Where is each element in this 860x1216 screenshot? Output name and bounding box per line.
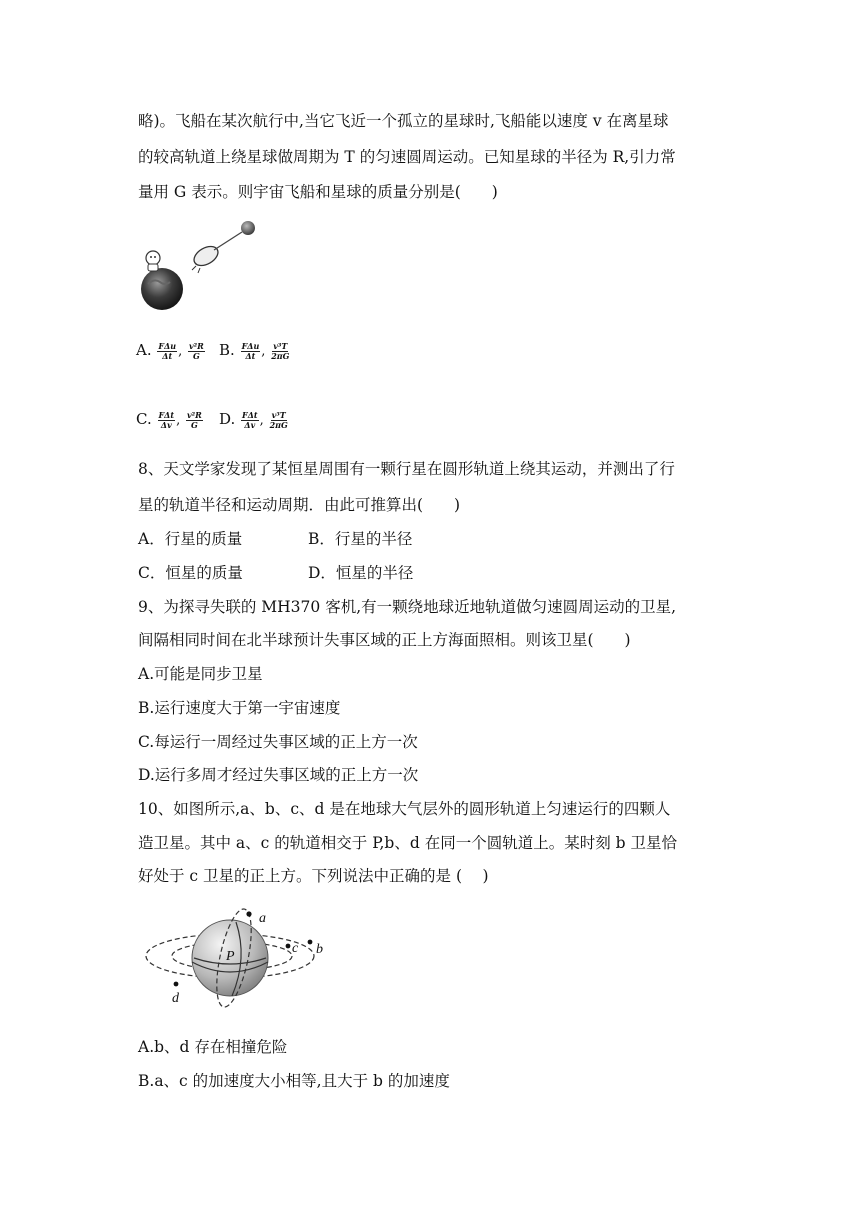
denominator: Δv — [244, 419, 256, 430]
q10-line-3: 好处于 c 卫星的正上方。下列说法中正确的是 ( ) — [138, 867, 489, 885]
q9-option-b: B.运行速度大于第一宇宙速度 — [138, 699, 341, 717]
separator: , — [178, 344, 183, 359]
satellite-b — [308, 940, 313, 945]
label-a: a — [259, 911, 266, 926]
denominator: Δt — [245, 350, 256, 361]
denominator: 2πG — [271, 350, 290, 361]
q10-option-b: B.a、c 的加速度大小相等,且大于 b 的加速度 — [138, 1072, 450, 1090]
numerator: v³T — [273, 340, 288, 351]
separator: , — [176, 413, 181, 428]
separator: , — [259, 413, 264, 428]
numerator: FΔt — [242, 409, 258, 420]
q9-option-a: A.可能是同步卫星 — [138, 665, 263, 683]
label-b: b — [316, 942, 323, 957]
q9-line-2: 间隔相同时间在北半球预计失事区域的正上方海面照相。则该卫星( ) — [138, 631, 631, 649]
option-label: D. — [219, 410, 236, 428]
satellite-a — [246, 911, 251, 916]
fraction — [186, 411, 203, 430]
satellite-d — [174, 982, 179, 987]
q9-line-1: 9、为探寻失联的 MH370 客机,有一颗绕地球近地轨道做匀速圆周运动的卫星, — [138, 598, 677, 616]
label-c: c — [292, 941, 299, 956]
fraction — [188, 342, 205, 361]
numerator: FΔt — [158, 409, 175, 420]
label-d: d — [172, 991, 179, 1006]
satellite-c — [286, 944, 291, 949]
q9-option-d: D.运行多周才经过失事区域的正上方一次 — [138, 766, 419, 784]
q7-spaceship-figure — [138, 214, 268, 310]
denominator: G — [193, 350, 200, 361]
q7-line-2: 的较高轨道上绕星球做周期为 T 的匀速圆周运动。已知星球的半径为 R,引力常 — [138, 148, 676, 166]
option-label: A. — [136, 341, 152, 359]
fraction — [271, 342, 289, 361]
q8-option-b: B．行星的半径 — [308, 530, 413, 548]
numerator: v²R — [187, 409, 202, 420]
q7-line-1: 略)。飞船在某次航行中,当它飞近一个孤立的星球时,飞船能以速度 v 在离星球 — [138, 112, 669, 130]
q8-option-c: C．恒星的质量 — [138, 564, 243, 582]
q7-option-d — [219, 409, 289, 431]
fraction — [270, 411, 288, 430]
fraction — [241, 342, 261, 361]
q10-line-1: 10、如图所示,a、b、c、d 是在地球大气层外的圆形轨道上匀速运行的四颗人 — [138, 800, 671, 818]
q8-line-2: 星的轨道半径和运动周期．由此可推算出( ) — [138, 496, 461, 514]
denominator: G — [191, 419, 198, 430]
q8-option-d: D．恒星的半径 — [308, 564, 414, 582]
q10-orbit-diagram — [140, 900, 340, 1018]
denominator: 2πG — [269, 419, 288, 430]
q7-option-b — [219, 340, 290, 362]
denominator: Δv — [160, 419, 172, 430]
denominator: Δt — [162, 350, 173, 361]
numerator: FΔu — [241, 340, 260, 351]
label-p: P — [226, 949, 235, 964]
fraction — [158, 411, 176, 430]
fraction — [157, 342, 177, 361]
q7-option-c — [136, 409, 204, 431]
option-label: C. — [136, 410, 152, 428]
q10-option-a: A.b、d 存在相撞危险 — [138, 1038, 288, 1056]
q8-line-1: 8、天文学家发现了某恒星周围有一颗行星在圆形轨道上绕其运动，并测出了行 — [138, 460, 675, 478]
q10-line-2: 造卫星。其中 a、c 的轨道相交于 P,b、d 在同一个圆轨道上。某时刻 b 卫星恰 — [138, 834, 677, 852]
numerator: FΔu — [158, 340, 177, 351]
q7-option-a — [136, 340, 206, 362]
q9-option-c: C.每运行一周经过失事区域的正上方一次 — [138, 733, 418, 751]
numerator: v²R — [189, 340, 204, 351]
q7-line-3: 量用 G 表示。则宇宙飞船和星球的质量分别是( ) — [138, 183, 498, 201]
fraction — [241, 411, 259, 430]
option-label: B. — [219, 341, 235, 359]
numerator: v³T — [271, 409, 286, 420]
q8-option-a: A．行星的质量 — [138, 530, 243, 548]
separator: , — [261, 344, 266, 359]
